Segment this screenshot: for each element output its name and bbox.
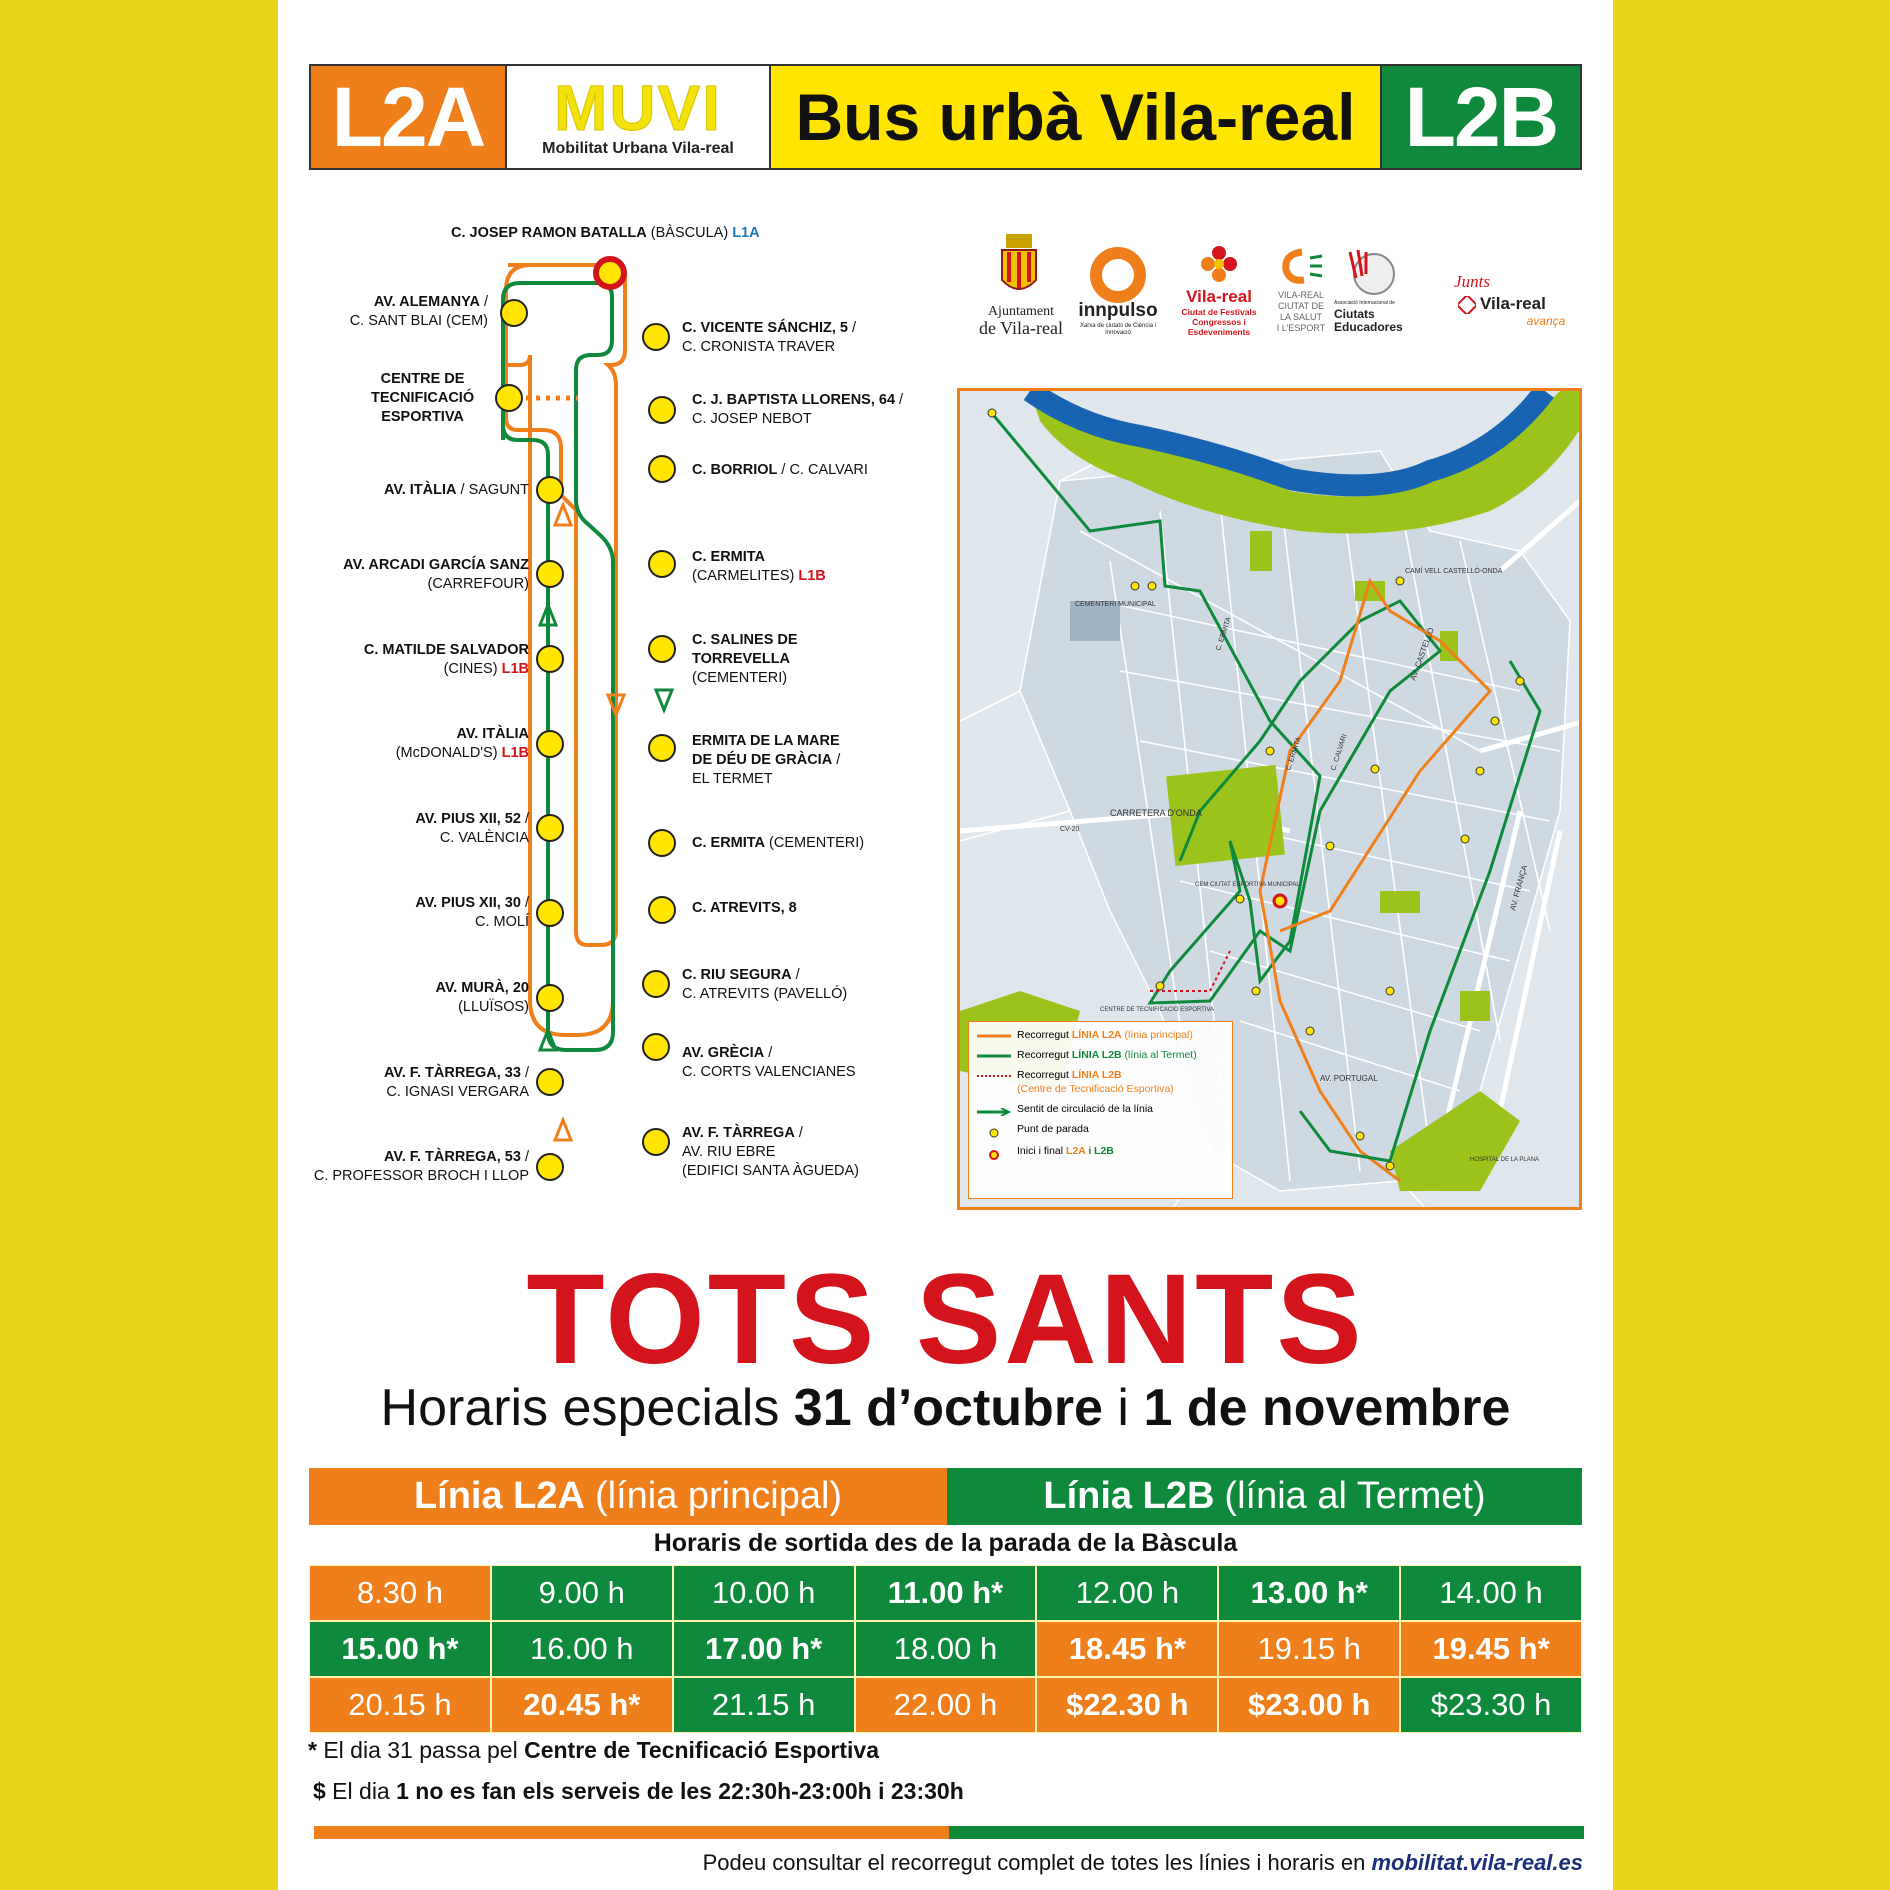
stop-label-right: C. ATREVITS, 8 <box>692 900 797 916</box>
stop-label-left: AV. ITÀLIA / SAGUNT <box>383 482 529 498</box>
ajuntament-logo: Ajuntament de Vila-real <box>978 304 1064 338</box>
timetable-cell: $23.30 h <box>1400 1677 1582 1733</box>
route-map <box>957 388 1582 1210</box>
map-label-ermita2: C. ERMITA <box>1285 736 1303 772</box>
legend-arrow-icon <box>977 1108 1011 1116</box>
timetable-caption: Horaris de sortida des de la parada de la Bàscula <box>653 1529 1238 1557</box>
map-label-portugal: AV. PORTUGAL <box>1320 1074 1378 1083</box>
headline: TOTS SANTS <box>526 1248 1365 1391</box>
map-stop <box>1491 717 1499 725</box>
map-stop <box>1236 895 1244 903</box>
junts-vilareal: Vila-real <box>1480 294 1546 313</box>
stop-marker <box>649 551 675 577</box>
stop-label-right: C. RIU SEGURA / C. ATREVITS (PAVELLÓ) <box>682 967 848 1002</box>
timetable-cell: 22.00 h <box>855 1677 1037 1733</box>
map-stop <box>1148 582 1156 590</box>
legend-item: Recorregut LÍNIA L2B (línia al Termet) <box>977 1048 1224 1062</box>
stop-marker <box>537 561 563 587</box>
muvi-subtitle: Mobilitat Urbana Vila-real <box>542 140 734 157</box>
stop-marker <box>649 830 675 856</box>
header-l2a: L2A <box>311 66 507 168</box>
stop-marker <box>537 815 563 841</box>
map-label-avcastello: AV. CASTELLÓ <box>1408 626 1436 682</box>
lines-banner <box>309 1468 1582 1525</box>
stop-label-right: C. ERMITA (CEMENTERI) <box>692 835 865 851</box>
stop-label-left: AV. ALEMANYA / C. SANT BLAI (CEM) <box>349 294 488 329</box>
stop-marker <box>649 636 675 662</box>
map-stop <box>1131 582 1139 590</box>
map-label-calvari: C. CALVARI <box>1330 733 1349 772</box>
map-stop <box>1266 747 1274 755</box>
timetable-cell: 15.00 h* <box>309 1621 491 1677</box>
direction-arrow-up-icon <box>555 1120 571 1140</box>
stop-marker <box>501 300 527 326</box>
map-label-centre: CENTRE DE TECNIFICACIÓ ESPORTIVA <box>1100 1007 1215 1013</box>
stop-label-left: AV. F. TÀRREGA, 53 / C. PROFESSOR BROCH I LLOP <box>313 1149 529 1184</box>
stop-label-left: AV. ARCADI GARCÍA SANZ (CARREFOUR) <box>343 557 529 592</box>
map-stop <box>1461 835 1469 843</box>
festivals-flower-icon <box>1199 244 1239 284</box>
map-stop <box>1516 677 1524 685</box>
stop-marker <box>649 897 675 923</box>
footer-link[interactable]: mobilitat.vila-real.es <box>1371 1850 1583 1875</box>
stop-label-right: C. J. BAPTISTA LLORENS, 64 / C. JOSEP NEBOT <box>692 392 904 427</box>
legend-item: Recorregut LÍNIA L2A (línia principal) <box>977 1028 1224 1042</box>
route-diagram <box>278 0 958 1230</box>
timetable-cell: 18.45 h* <box>1036 1621 1218 1677</box>
stop-marker <box>537 646 563 672</box>
map-label-ermita: C. ERMITA <box>1215 616 1233 652</box>
stop-label-left: AV. PIUS XII, 52 / C. VALÈNCIA <box>415 811 529 846</box>
stop-label-right: C. ERMITA (CARMELITES) L1B <box>692 549 826 584</box>
header-l2b: L2B <box>1382 66 1580 168</box>
timetable-cell: 14.00 h <box>1400 1565 1582 1621</box>
map-stop <box>1326 842 1334 850</box>
junts-logo: Junts <box>1454 272 1490 291</box>
stop-marker <box>643 971 669 997</box>
legend-swatch-l2a <box>977 1034 1011 1038</box>
map-stop <box>1386 1162 1394 1170</box>
stop-marker <box>649 735 675 761</box>
direction-arrow-up-icon <box>555 505 571 525</box>
stop-marker <box>649 397 675 423</box>
note-1: $ El dia 1 no es fan els serveis de les 22:30h-23:00h i 23:30h <box>313 1778 964 1804</box>
timetable-cell: 8.30 h <box>309 1565 491 1621</box>
map-stop <box>1386 987 1394 995</box>
footer-bar-orange <box>314 1826 949 1839</box>
map-label-cami: CAMÍ VELL CASTELLÓ-ONDA <box>1405 568 1503 575</box>
sponsor-logos <box>962 228 1582 348</box>
stop-marker <box>537 900 563 926</box>
muvi-wordmark: MUVI <box>554 72 722 144</box>
map-label-hospital: HOSPITAL DE LA PLANA <box>1470 1157 1540 1163</box>
footer-text: Podeu consultar el recorregut complet de totes les línies i horaris en mobilitat.vila-real.es <box>702 1850 1583 1875</box>
map-label-carretera: CARRETERA D'ONDA <box>1110 808 1202 818</box>
legend-stop-icon <box>977 1128 1011 1138</box>
junts-avanca: avança <box>1526 314 1566 328</box>
stop-label-right: C. VICENTE SÁNCHIZ, 5 / C. CRONISTA TRAVER <box>682 320 857 355</box>
map-label-cv20: CV-20 <box>1060 826 1080 833</box>
stop-marker <box>643 1034 669 1060</box>
map-stop <box>1476 767 1484 775</box>
timetable-cell: 13.00 h* <box>1218 1565 1400 1621</box>
map-start-stop <box>1274 895 1286 907</box>
salut-esport-logo: VILA-REAL CIUTAT DE LA SALUT I L'ESPORT <box>1276 290 1326 333</box>
map-stop <box>988 409 996 417</box>
map-label-cem: CEM CIUTAT ESPORTIVA MUNICIPAL <box>1195 882 1300 888</box>
timetable-cell: 19.15 h <box>1218 1621 1400 1677</box>
stop-marker <box>643 324 669 350</box>
timetable-cell: 19.45 h* <box>1400 1621 1582 1677</box>
stop-marker <box>537 731 563 757</box>
stop-marker <box>537 985 563 1011</box>
stop-marker <box>643 1129 669 1155</box>
legend-item: Inici i final L2A i L2B <box>977 1144 1224 1160</box>
stop-marker <box>537 477 563 503</box>
map-legend <box>968 1021 1233 1199</box>
timetable-cell: 10.00 h <box>673 1565 855 1621</box>
stop-label-left: CENTRE DE TECNIFICACIÓ ESPORTIVA <box>371 371 475 425</box>
stop-label-right: AV. GRÈCIA / C. CORTS VALENCIANES <box>682 1045 856 1080</box>
salut-esport-icon <box>1280 248 1324 284</box>
map-stop <box>1396 577 1404 585</box>
l2b-banner: Línia L2B (línia al Termet) <box>947 1468 1582 1525</box>
educadores-header: Associació Internacional de <box>1334 300 1395 306</box>
legend-item: Punt de parada <box>977 1122 1224 1138</box>
stop-label-left: AV. ITÀLIA (McDONALD'S) L1B <box>395 726 529 761</box>
festivals-logo: Vila-real <box>1186 287 1252 306</box>
stop-label-right: C. SALINES DE TORREVELLA (CEMENTERI) <box>692 632 798 686</box>
educadores-logo: Ciutats Educadores <box>1334 307 1403 334</box>
map-label-avfranca: AV. FRANÇA <box>1508 864 1530 912</box>
direction-arrow-down-icon <box>656 690 672 710</box>
stop-marker <box>496 385 522 411</box>
legend-start-icon <box>977 1150 1011 1160</box>
stop-label-right: AV. F. TÀRREGA / AV. RIU EBRE (EDIFICI SANTA ÀGUEDA) <box>682 1125 859 1179</box>
start-stop-marker <box>596 259 624 287</box>
innpulso-icon <box>1089 246 1147 304</box>
map-stop <box>1252 987 1260 995</box>
footer-color-bar <box>314 1826 1584 1839</box>
timetable-cell: 12.00 h <box>1036 1565 1218 1621</box>
coat-of-arms-icon <box>994 230 1044 302</box>
stop-label-left: AV. PIUS XII, 30 / C. MOLÍ <box>415 895 529 930</box>
festivals-subtitle: Ciutat de Festivals Congressos i Esdeveniments <box>1181 307 1257 337</box>
header-title: Bus urbà Vila-real <box>771 66 1382 168</box>
stop-label-left: C. MATILDE SALVADOR (CINES) L1B <box>363 642 529 677</box>
map-stop <box>1356 1132 1364 1140</box>
innpulso-logo: innpulso <box>1078 300 1158 321</box>
timetable-cell: 20.45 h* <box>491 1677 673 1733</box>
map-stop <box>1306 1027 1314 1035</box>
stop-label-left: AV. MURÀ, 20 (LLUÏSOS) <box>435 980 529 1015</box>
timetable-cell: 9.00 h <box>491 1565 673 1621</box>
legend-swatch-l2b-dotted <box>977 1074 1011 1078</box>
stop-label-right: ERMITA DE LA MARE DE DÉU DE GRÀCIA / EL TERMET <box>692 733 841 787</box>
l2a-banner: Línia L2A (línia principal) <box>309 1468 947 1525</box>
timetable-grid <box>309 1565 1582 1733</box>
map-stop <box>1371 765 1379 773</box>
timetable-cell: 18.00 h <box>855 1621 1037 1677</box>
timetable-cell: 21.15 h <box>673 1677 855 1733</box>
stop-marker <box>537 1154 563 1180</box>
map-label-cementeri: CEMENTERI MUNICIPAL <box>1075 601 1156 608</box>
timetable-cell: 16.00 h <box>491 1621 673 1677</box>
route-l2a-outline <box>506 265 613 1000</box>
legend-item: Recorregut LÍNIA L2B (Centre de Tecnificació Esportiva) <box>977 1068 1224 1096</box>
stop-label-right: C. BORRIOL / C. CALVARI <box>692 462 868 478</box>
globe-hands-icon <box>1342 248 1398 298</box>
legend-item: Sentit de circulació de la línia <box>977 1102 1224 1116</box>
stop-label-left: AV. F. TÀRREGA, 33 / C. IGNASI VERGARA <box>383 1065 529 1100</box>
footer-bar-green <box>949 1826 1584 1839</box>
top-stop-label: C. JOSEP RAMON BATALLA (BÀSCULA) L1A <box>451 225 760 241</box>
junts-heart-icon <box>1458 296 1476 314</box>
subheadline: Horaris especials 31 d’octubre i 1 de novembre <box>380 1379 1511 1437</box>
stop-marker <box>649 456 675 482</box>
map-stop <box>1156 982 1164 990</box>
poster <box>278 0 1613 1890</box>
timetable-cell: $23.00 h <box>1218 1677 1400 1733</box>
note-31: * El dia 31 passa pel Centre de Tecnificació Esportiva <box>308 1737 879 1763</box>
timetable-cell: 17.00 h* <box>673 1621 855 1677</box>
innpulso-subtitle: Xarxa de ciutats de Ciència i Innovació <box>1079 323 1157 336</box>
timetable-cell: $22.30 h <box>1036 1677 1218 1733</box>
timetable-cell: 11.00 h* <box>855 1565 1037 1621</box>
legend-swatch-l2b <box>977 1054 1011 1058</box>
timetable-cell: 20.15 h <box>309 1677 491 1733</box>
stop-marker <box>537 1069 563 1095</box>
